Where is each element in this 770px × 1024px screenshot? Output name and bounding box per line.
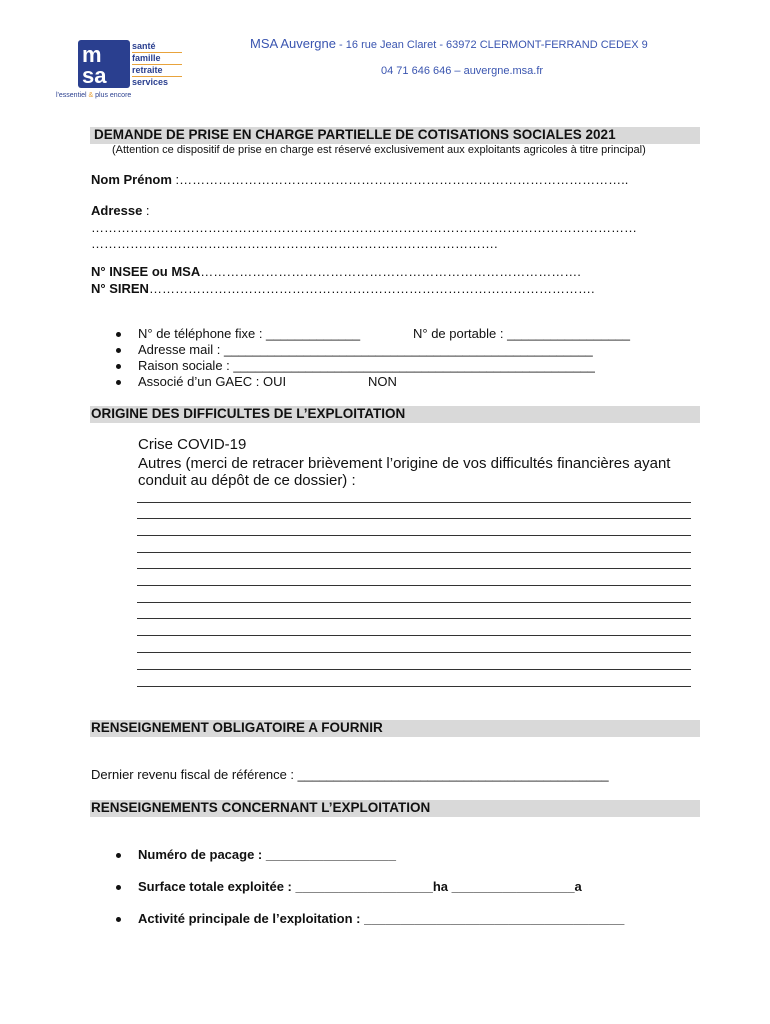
nom-fill[interactable]: :………………………………………………………………………………………….. <box>171 172 629 187</box>
bullet-icon <box>116 380 121 385</box>
adresse-line-2[interactable]: …………………………………………………………………………………. <box>91 236 498 251</box>
siren-row <box>91 281 595 296</box>
svg-text:sa: sa <box>82 63 107 86</box>
writing-line[interactable] <box>137 635 691 636</box>
writing-line[interactable] <box>137 518 691 519</box>
form-title: DEMANDE DE PRISE EN CHARGE PARTIELLE DE COTISATIONS SOCIALES 2021 <box>94 127 616 142</box>
logo-taglines <box>132 41 182 88</box>
renseignement-title: RENSEIGNEMENT OBLIGATOIRE A FOURNIR <box>91 720 383 735</box>
writing-line[interactable] <box>137 568 691 569</box>
origine-title: ORIGINE DES DIFFICULTES DE L’EXPLOITATION <box>91 406 406 421</box>
mail-field[interactable]: Adresse mail : ___________________________________________________ <box>138 342 593 357</box>
siren-fill[interactable]: …………………………………………………………………………………………. <box>148 281 595 296</box>
surface-field[interactable]: Surface totale exploitée : ___________________ha _________________a <box>138 879 582 894</box>
writing-line[interactable] <box>137 552 691 553</box>
exploitation-title: RENSEIGNEMENTS CONCERNANT L’EXPLOITATION <box>91 800 431 815</box>
adresse-line-1[interactable]: ……………………………………………………………………………………………………………… <box>91 220 637 235</box>
logo-subtitle <box>56 92 131 99</box>
insee-label: N° INSEE ou MSA <box>91 264 201 279</box>
insee-fill[interactable]: ……………………………………………………………………………. <box>200 264 581 279</box>
logo-line-sante: santé <box>132 41 182 53</box>
adresse-label: Adresse <box>91 203 143 218</box>
bullet-icon <box>116 332 121 337</box>
msa-logo-letters <box>80 42 128 86</box>
writing-line[interactable] <box>137 535 691 536</box>
option-covid[interactable]: Crise COVID-19 <box>138 436 247 453</box>
gaec-non-option[interactable]: NON <box>368 374 397 389</box>
revenu-fiscal-field[interactable]: Dernier revenu fiscal de référence : ___________________________________________ <box>91 767 609 782</box>
writing-line[interactable] <box>137 502 691 503</box>
bullet-icon <box>116 885 121 890</box>
pacage-field[interactable]: Numéro de pacage : __________________ <box>138 847 397 862</box>
bullet-icon <box>116 853 121 858</box>
option-autres-line2: conduit au dépôt de ce dossier) : <box>138 472 356 489</box>
svg-text:m: m <box>82 42 102 67</box>
siren-label: N° SIREN <box>91 281 149 296</box>
writing-line[interactable] <box>137 602 691 603</box>
writing-line[interactable] <box>137 652 691 653</box>
logo-subtitle-amp: & <box>88 92 94 99</box>
header-org-line <box>250 36 648 51</box>
bullet-icon <box>116 348 121 353</box>
header-address: - 16 rue Jean Claret - 63972 CLERMONT-FERRAND CEDEX 9 <box>336 39 648 51</box>
logo-subtitle-a: l'essentiel <box>56 92 87 99</box>
logo-subtitle-b: plus encore <box>95 92 132 99</box>
option-autres-line1[interactable]: Autres (merci de retracer brièvement l’origine de vos difficultés financières ayant <box>138 455 671 472</box>
header-contact: 04 71 646 646 – auvergne.msa.fr <box>381 65 544 77</box>
logo-line-retraite: retraite <box>132 65 182 77</box>
raison-sociale-field[interactable]: Raison sociale : __________________________________________________ <box>138 358 595 373</box>
writing-line[interactable] <box>137 585 691 586</box>
logo-line-famille: famille <box>132 53 182 65</box>
writing-line[interactable] <box>137 669 691 670</box>
writing-line[interactable] <box>137 686 691 687</box>
logo-line-services: services <box>132 77 169 87</box>
nom-label: Nom Prénom <box>91 172 172 187</box>
tel-portable-field[interactable]: N° de portable : _________________ <box>413 326 630 341</box>
writing-line[interactable] <box>137 618 691 619</box>
nom-prenom-row <box>91 172 628 187</box>
insee-row <box>91 264 581 279</box>
bullet-icon <box>116 364 121 369</box>
adresse-colon: : <box>142 203 150 218</box>
tel-fixe-field[interactable]: N° de téléphone fixe : _____________ <box>138 326 361 341</box>
form-note: (Attention ce dispositif de prise en charge est réservé exclusivement aux exploitants agricoles à titre principal) <box>112 144 646 156</box>
header-org: MSA Auvergne <box>250 36 336 51</box>
gaec-oui-option[interactable]: Associé d’un GAEC : OUI <box>138 374 287 389</box>
bullet-icon <box>116 917 121 922</box>
activite-field[interactable]: Activité principale de l’exploitation : ____________________________________ <box>138 911 625 926</box>
adresse-row <box>91 203 150 218</box>
